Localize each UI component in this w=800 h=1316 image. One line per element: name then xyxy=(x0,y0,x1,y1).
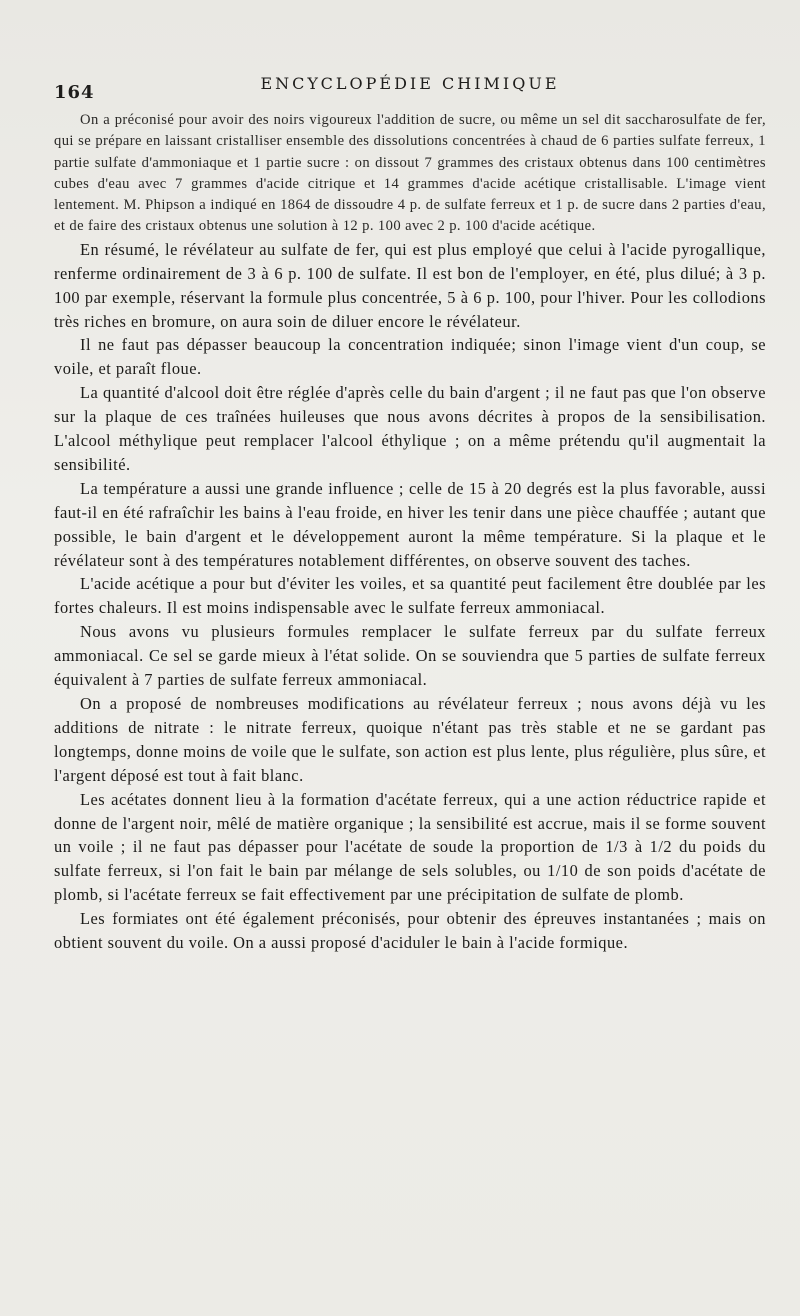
page-header xyxy=(50,70,770,106)
paragraph: En résumé, le révélateur au sulfate de fer, qui est plus employé que celui à l'acide pyrogallique, renferme ordinairement de 3 à 6 p. 100 de sulfate. Il est bon de l'employer, en été, plus dilué; à 3 p. 100 par exemple, réservant la formule plus concentrée, 5 à 6 p. 100, pour l'hiver. Pour les collodions très riches en bromure, on aura soin de diluer encore le révélateur. xyxy=(54,239,766,331)
paragraph: La température a aussi une grande influence ; celle de 15 à 20 degrés est la plus favorable, aussi faut-il en été rafraîchir les bains à l'eau froide, en hiver les tenir dans une pièce chauffée ; autant que possible, le bain d'argent et le développement auront la même température. Si la plaque et le révélateur sont à des températures notablement différentes, on observe souvent des taches. xyxy=(54,478,766,570)
body-text xyxy=(54,110,766,955)
paragraph: On a proposé de nombreuses modifications au révélateur ferreux ; nous avons déjà vu les additions de nitrate : le nitrate ferreux, quoique n'étant pas très stable et ne se gardant pas longtemps, donne moins de voile que le sulfate, son action est plus lente, plus régulière, plus sûre, et l'argent déposé est tout à fait blanc. xyxy=(54,694,766,785)
running-title: ENCYCLOPÉDIE CHIMIQUE xyxy=(260,74,560,93)
paragraph: Il ne faut pas dépasser beaucoup la concentration indiquée; sinon l'image vient d'un coup, se voile, et paraît floue. xyxy=(54,335,766,379)
paragraph: Nous avons vu plusieurs formules remplacer le sulfate ferreux par du sulfate ferreux ammoniacal. Ce sel se garde mieux à l'état solide. On se souviendra que 5 parties de sulfate ferreux équivalent à 7 parties de sulfate ferreux ammoniacal. xyxy=(54,622,766,690)
paragraph: Les acétates donnent lieu à la formation d'acétate ferreux, qui a une action réductrice rapide et donne de l'argent noir, mêlé de matière organique ; la sensibilité est accrue, mais il se forme souvent un voile ; il ne faut pas dépasser pour l'acétate de soude la proportion de 1/3 à 1/2 du poids du sulfate ferreux, si l'on fait le bain par mélange de sels solubles, ou 1/10 de son poids d'acétate de plomb, si l'acétate ferreux se fait effectivement par une précipitation de sulfate de plomb. xyxy=(54,789,766,905)
paragraph: Les formiates ont été également préconisés, pour obtenir des épreuves instantanées ; mais on obtient souvent du voile. On a aussi proposé d'aciduler le bain à l'acide formique. xyxy=(54,909,766,953)
page-number: 164 xyxy=(54,82,95,103)
paragraph: La quantité d'alcool doit être réglée d'après celle du bain d'argent ; il ne faut pas que l'on observe sur la plaque de ces traînées huileuses que nous avons décrites à propos de la sensibilisation. L'alcool méthylique peut remplacer l'alcool éthylique ; on a même prétendu qu'il augmentait la sensibilité. xyxy=(54,383,766,474)
paragraph: On a préconisé pour avoir des noirs vigoureux l'addition de sucre, ou même un sel dit saccharosulfate de fer, qui se prépare en laissant cristalliser ensemble des dissolutions concentrées à chaud de 6 parties sulfate ferreux, 1 partie sulfate d'ammoniaque et 1 partie sucre : on dissout 7 grammes des cristaux obtenus dans 100 centimètres cubes d'eau avec 7 grammes d'acide citrique et 14 grammes d'acide acétique cristallisable. L'image vient lentement. M. Phipson a indiqué en 1864 de dissoudre 4 p. de sulfate ferreux et 1 p. de sucre dans 2 parties d'eau, et de faire des cristaux obtenus une solution à 12 p. 100 avec 2 p. 100 d'acide acétique. xyxy=(54,112,766,235)
paragraph: L'acide acétique a pour but d'éviter les voiles, et sa quantité peut facilement être doublée par les fortes chaleurs. Il est moins indispensable avec le sulfate ferreux ammoniacal. xyxy=(54,574,766,618)
